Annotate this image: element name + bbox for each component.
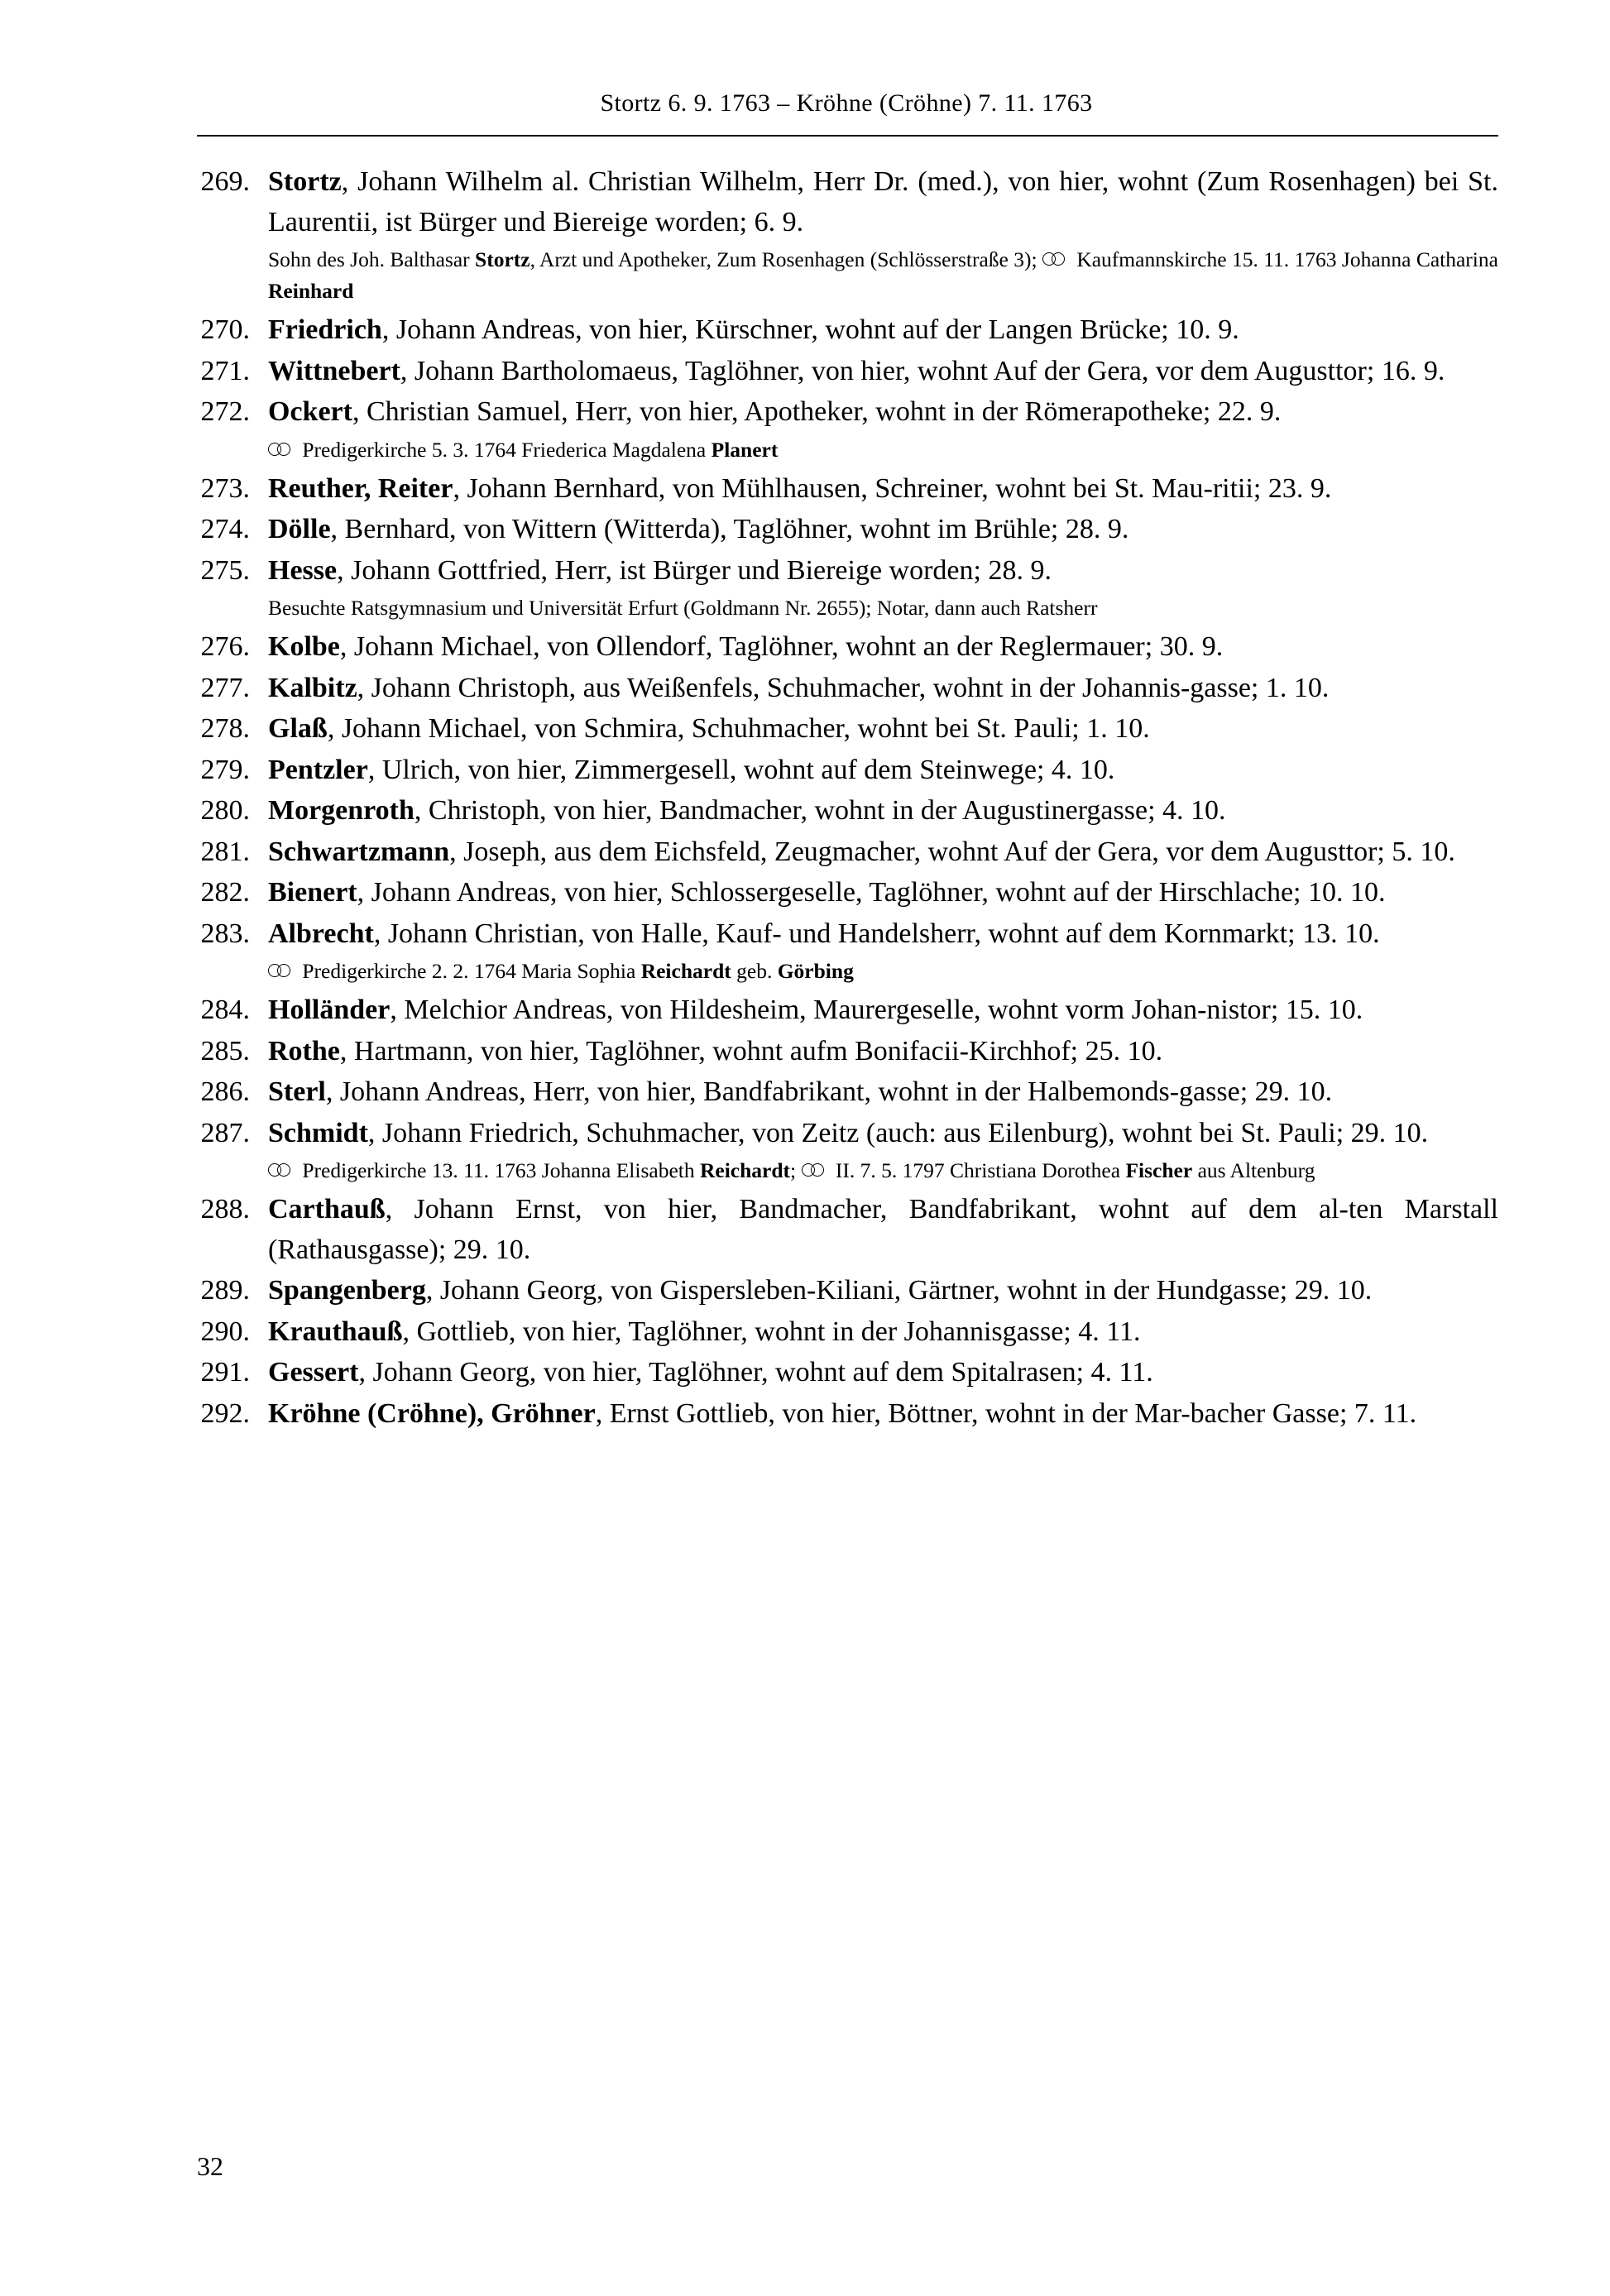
- entry-275: [197, 551, 1498, 627]
- entry-272: [197, 392, 1498, 468]
- entry-286: [197, 1072, 1498, 1113]
- entry-main-text: Friedrich, Johann Andreas, von hier, Kürschner, wohnt auf der Langen Brücke; 10. 9.: [268, 314, 1239, 345]
- entry-surname: Sterl: [268, 1076, 326, 1107]
- entry-number: 288.: [200, 1194, 250, 1225]
- marriage-oo-icon: [268, 443, 294, 457]
- entry-annotation: Predigerkirche 2. 2. 1764 Maria Sophia Reichardt geb. Görbing: [268, 956, 1498, 987]
- entry-body: [268, 162, 1498, 309]
- entry-body: [268, 627, 1498, 668]
- entry-body: [268, 392, 1498, 468]
- entry-282: [197, 873, 1498, 913]
- entry-292: [197, 1394, 1498, 1435]
- entry-annotation: Besuchte Ratsgymnasium und Universität Erfurt (Goldmann Nr. 2655); Notar, dann auch Ratsherr: [268, 596, 1098, 620]
- entry-surname: Pentzler: [268, 754, 368, 785]
- annotation-name: Reichardt: [640, 959, 731, 983]
- entry-278: [197, 709, 1498, 750]
- entry-surname: Ockert: [268, 396, 352, 427]
- entry-surname: Friedrich: [268, 314, 382, 345]
- entry-body: [268, 1394, 1498, 1435]
- entry-283: [197, 914, 1498, 990]
- entry-body: [268, 873, 1498, 913]
- page-number: 32: [197, 2151, 223, 2181]
- entry-276: [197, 627, 1498, 668]
- entry-body: [268, 750, 1498, 791]
- entry-surname: Bienert: [268, 877, 357, 908]
- entry-body: [268, 709, 1498, 750]
- entry-surname: Schwartzmann: [268, 836, 450, 867]
- annotation-name: Reinhard: [268, 279, 354, 303]
- entry-288: [197, 1190, 1498, 1270]
- entry-body: [268, 469, 1498, 510]
- marriage-oo-icon: [268, 1163, 294, 1177]
- entry-main-text: Morgenroth, Christoph, von hier, Bandmacher, wohnt in der Augustinergasse; 4. 10.: [268, 795, 1226, 826]
- entry-number: 273.: [200, 472, 250, 504]
- entry-number: 286.: [200, 1076, 250, 1107]
- entry-annotation: Sohn des Joh. Balthasar Stortz, Arzt und Apotheker, Zum Rosenhagen (Schlösserstraße 3); Kaufmannskirche 15. 11. 1763 Johanna Catharina Reinhard: [268, 247, 1498, 303]
- entry-surname: Albrecht: [268, 918, 374, 949]
- entry-287: [197, 1114, 1498, 1190]
- entry-body: [268, 1190, 1498, 1270]
- entry-number: 283.: [200, 918, 250, 949]
- entry-body: [268, 310, 1498, 351]
- entry-main-text: Carthauß, Johann Ernst, von hier, Bandmacher, Bandfabrikant, wohnt auf dem al-ten Marstall (Rathausgasse); 29. 10.: [268, 1194, 1498, 1265]
- entry-body: [268, 1353, 1498, 1393]
- entry-surname: Kolbe: [268, 631, 340, 662]
- entry-main-text: Hesse, Johann Gottfried, Herr, ist Bürger und Biereige worden; 28. 9.: [268, 554, 1052, 586]
- entry-list: [197, 162, 1498, 1435]
- entry-274: [197, 510, 1498, 550]
- entry-surname: Carthauß: [268, 1194, 386, 1225]
- entry-number: 282.: [200, 877, 250, 908]
- entry-main-text: Kalbitz, Johann Christoph, aus Weißenfels, Schuhmacher, wohnt in der Johannis-gasse; 1. 10.: [268, 672, 1330, 703]
- entry-main-text: Reuther, Reiter, Johann Bernhard, von Mühlhausen, Schreiner, wohnt bei St. Mau-ritii; 23. 9.: [268, 472, 1332, 504]
- entry-285: [197, 1032, 1498, 1072]
- entry-main-text: Sterl, Johann Andreas, Herr, von hier, Bandfabrikant, wohnt in der Halbemonds-gasse; 29. 10.: [268, 1076, 1333, 1107]
- entry-body: [268, 791, 1498, 832]
- entry-annotation: Predigerkirche 5. 3. 1764 Friederica Magdalena Planert: [268, 434, 1498, 466]
- annotation-name: Stortz: [475, 247, 530, 271]
- entry-main-text: Rothe, Hartmann, von hier, Taglöhner, wohnt aufm Bonifacii-Kirchhof; 25. 10.: [268, 1035, 1163, 1067]
- annotation-name: Planert: [711, 437, 779, 462]
- annotation-name: Fischer: [1125, 1158, 1193, 1182]
- entry-body: [268, 1114, 1498, 1190]
- entry-surname: Kalbitz: [268, 672, 357, 703]
- entry-main-text: Ockert, Christian Samuel, Herr, von hier, Apotheker, wohnt in der Römerapotheke; 22. 9.: [268, 396, 1282, 427]
- entry-body: [268, 1312, 1498, 1353]
- entry-number: 291.: [200, 1357, 250, 1388]
- entry-body: [268, 352, 1498, 392]
- entry-surname: Dölle: [268, 514, 331, 544]
- entry-main-text: Stortz, Johann Wilhelm al. Christian Wilhelm, Herr Dr. (med.), von hier, wohnt (Zum Rosenhagen) bei St. Laurentii, ist Bürger und Biereige worden; 6. 9.: [268, 166, 1498, 237]
- entry-body: [268, 990, 1498, 1031]
- entry-surname: Schmidt: [268, 1117, 368, 1148]
- entry-surname: Gessert: [268, 1357, 359, 1388]
- entry-number: 281.: [200, 836, 250, 867]
- entry-269: [197, 162, 1498, 309]
- entry-number: 272.: [200, 396, 250, 427]
- entry-surname: Krauthauß: [268, 1316, 403, 1347]
- entry-surname: Kröhne (Cröhne), Gröhner: [268, 1397, 596, 1429]
- entry-number: 270.: [200, 314, 250, 345]
- marriage-oo-icon: [268, 964, 294, 978]
- entry-body: [268, 1032, 1498, 1072]
- marriage-oo-icon: [1042, 252, 1068, 266]
- entry-body: [268, 551, 1498, 627]
- entry-main-text: Krauthauß, Gottlieb, von hier, Taglöhner, wohnt in der Johannisgasse; 4. 11.: [268, 1316, 1141, 1347]
- entry-number: 279.: [200, 754, 250, 785]
- entry-main-text: Holländer, Melchior Andreas, von Hildesheim, Maurergeselle, wohnt vorm Johan-nistor; 15. 10.: [268, 995, 1363, 1025]
- entry-number: 280.: [200, 795, 250, 826]
- entry-body: [268, 510, 1498, 550]
- entry-surname: Holländer: [268, 995, 391, 1025]
- entry-284: [197, 990, 1498, 1031]
- entry-271: [197, 352, 1498, 392]
- entry-main-text: Bienert, Johann Andreas, von hier, Schlossergeselle, Taglöhner, wohnt auf der Hirschlache; 10. 10.: [268, 877, 1386, 908]
- entry-body: [268, 1072, 1498, 1113]
- entry-surname: Spangenberg: [268, 1275, 426, 1306]
- entry-number: 284.: [200, 995, 250, 1025]
- entry-main-text: Schwartzmann, Joseph, aus dem Eichsfeld, Zeugmacher, wohnt Auf der Gera, vor dem Augusttor; 5. 10.: [268, 836, 1455, 867]
- entry-277: [197, 669, 1498, 709]
- entry-surname: Reuther, Reiter: [268, 472, 453, 504]
- entry-number: 275.: [200, 554, 250, 586]
- entry-number: 269.: [200, 166, 250, 197]
- entry-270: [197, 310, 1498, 351]
- entry-main-text: Spangenberg, Johann Georg, von Gispersleben-Kiliani, Gärtner, wohnt in der Hundgasse; 29. 10.: [268, 1275, 1373, 1306]
- entry-number: 287.: [200, 1117, 250, 1148]
- entry-annotation: Predigerkirche 13. 11. 1763 Johanna Elisabeth Reichardt; II. 7. 5. 1797 Christiana Dorothea Fischer aus Altenburg: [268, 1155, 1498, 1186]
- entry-number: 292.: [200, 1397, 250, 1429]
- entry-surname: Morgenroth: [268, 795, 414, 826]
- entry-main-text: Albrecht, Johann Christian, von Halle, Kauf- und Handelsherr, wohnt auf dem Kornmarkt; 13. 10.: [268, 918, 1380, 949]
- entry-number: 278.: [200, 713, 250, 744]
- entry-surname: Glaß: [268, 713, 328, 744]
- entry-289: [197, 1271, 1498, 1311]
- entry-main-text: Kröhne (Cröhne), Gröhner, Ernst Gottlieb, von hier, Böttner, wohnt in der Mar-bacher Gasse; 7. 11.: [268, 1397, 1417, 1429]
- entry-number: 271.: [200, 355, 250, 386]
- entry-main-text: Wittnebert, Johann Bartholomaeus, Taglöhner, von hier, wohnt Auf der Gera, vor dem Augusttor; 16. 9.: [268, 355, 1445, 386]
- entry-number: 290.: [200, 1316, 250, 1347]
- entry-main-text: Kolbe, Johann Michael, von Ollendorf, Taglöhner, wohnt an der Reglermauer; 30. 9.: [268, 631, 1224, 662]
- entry-280: [197, 791, 1498, 832]
- entry-surname: Hesse: [268, 554, 338, 586]
- entry-291: [197, 1353, 1498, 1393]
- header-rule: [197, 135, 1498, 137]
- marriage-oo-icon: [802, 1163, 827, 1177]
- entry-body: [268, 1271, 1498, 1311]
- annotation-name: Görbing: [777, 959, 854, 983]
- entry-number: 274.: [200, 514, 250, 544]
- entry-body: [268, 832, 1498, 873]
- entry-main-text: Pentzler, Ulrich, von hier, Zimmergesell, wohnt auf dem Steinwege; 4. 10.: [268, 754, 1115, 785]
- entry-body: [268, 669, 1498, 709]
- entry-main-text: Gessert, Johann Georg, von hier, Taglöhner, wohnt auf dem Spitalrasen; 4. 11.: [268, 1357, 1153, 1388]
- entry-main-text: Dölle, Bernhard, von Wittern (Witterda), Taglöhner, wohnt im Brühle; 28. 9.: [268, 514, 1129, 544]
- entry-number: 276.: [200, 631, 250, 662]
- entry-281: [197, 832, 1498, 873]
- entry-290: [197, 1312, 1498, 1353]
- entry-number: 289.: [200, 1275, 250, 1306]
- entry-surname: Wittnebert: [268, 355, 400, 386]
- entry-273: [197, 469, 1498, 510]
- entry-main-text: Schmidt, Johann Friedrich, Schuhmacher, von Zeitz (auch: aus Eilenburg), wohnt bei St. Pauli; 29. 10.: [268, 1117, 1429, 1148]
- entry-number: 277.: [200, 672, 250, 703]
- running-head: Stortz 6. 9. 1763 – Kröhne (Cröhne) 7. 11. 1763: [600, 89, 1093, 117]
- entry-surname: Rothe: [268, 1035, 340, 1067]
- annotation-name: Reichardt: [699, 1158, 791, 1182]
- entry-main-text: Glaß, Johann Michael, von Schmira, Schuhmacher, wohnt bei St. Pauli; 1. 10.: [268, 713, 1150, 744]
- entry-surname: Stortz: [268, 166, 342, 197]
- entry-279: [197, 750, 1498, 791]
- entry-number: 285.: [200, 1035, 250, 1067]
- entry-body: [268, 914, 1498, 990]
